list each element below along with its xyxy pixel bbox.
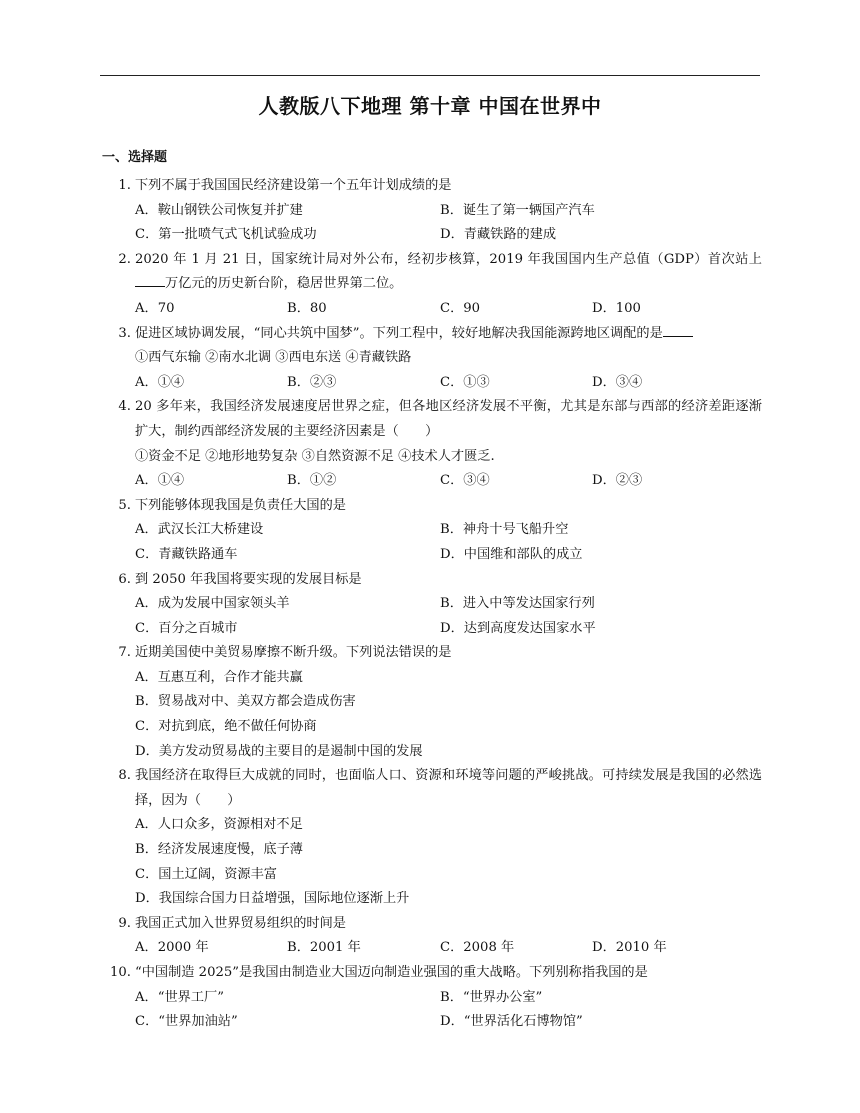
- option-c[interactable]: C．第一批喷气式飞机试验成功: [135, 227, 317, 243]
- option-b[interactable]: B．经济发展速度慢，底子薄: [135, 842, 303, 858]
- option-d[interactable]: D．100: [592, 300, 641, 316]
- option-a[interactable]: A．70: [135, 300, 175, 316]
- option-a[interactable]: A．鞍山钢铁公司恢复并扩建: [135, 202, 303, 218]
- option-d[interactable]: D．青藏铁路的建成: [440, 227, 557, 243]
- option-d[interactable]: D．②③: [592, 473, 643, 489]
- question-stem: 促进区域协调发展，“同心共筑中国梦”。下列工程中，较好地解决我国能源跨地区调配的是: [135, 325, 663, 341]
- question-stem: 近期美国使中美贸易摩擦不断升级。下列说法错误的是: [135, 645, 452, 661]
- answer-blank[interactable]: [135, 272, 165, 287]
- question-stem: “中国制造 2025”是我国由制造业大国迈向制造业强国的重大战略。下列别称指我国的是: [135, 965, 648, 980]
- question-number: 5.: [118, 497, 131, 513]
- option-c[interactable]: C．90: [440, 300, 481, 316]
- option-b[interactable]: B．2001 年: [287, 940, 361, 956]
- option-c[interactable]: C．对抗到底，绝不做任何协商: [135, 719, 317, 735]
- question-stem: 20 多年来，我国经济发展速度居世界之症，但各地区经济发展不平衡，尤其是东部与西部的经济差距逐渐扩大，制约西部经济发展的主要经济因素是（ ）: [135, 399, 762, 439]
- option-b[interactable]: B．80: [287, 300, 327, 316]
- option-d[interactable]: D．③④: [592, 374, 643, 390]
- option-c[interactable]: C．百分之百城市: [135, 620, 238, 636]
- question-10: [110, 961, 762, 1035]
- option-c[interactable]: C．③④: [440, 473, 490, 489]
- option-b[interactable]: B．诞生了第一辆国产汽车: [440, 202, 595, 218]
- option-a[interactable]: A．互惠互利，合作才能共赢: [135, 669, 303, 685]
- option-b[interactable]: B．神舟十号飞船升空: [440, 522, 569, 538]
- question-number: 7.: [118, 645, 131, 661]
- header-rule: [100, 75, 760, 76]
- option-d[interactable]: D．达到高度发达国家水平: [440, 620, 596, 636]
- option-b[interactable]: B．“世界办公室”: [440, 989, 543, 1005]
- question-number: 6.: [118, 571, 131, 587]
- question-stem: 2020 年 1 月 21 日，国家统计局对外公布，经初步核算，2019 年我国国内生产总值（GDP）首次站上: [135, 251, 762, 267]
- option-d[interactable]: D．2010 年: [592, 940, 667, 956]
- option-d[interactable]: D．我国综合国力日益增强，国际地位逐渐上升: [135, 891, 410, 907]
- option-c[interactable]: C．2008 年: [440, 940, 515, 956]
- option-a[interactable]: A．①④: [135, 374, 185, 390]
- question-list: [110, 174, 762, 1035]
- question-6: [110, 568, 762, 642]
- option-a[interactable]: A．人口众多，资源相对不足: [135, 817, 303, 833]
- option-a[interactable]: A．①④: [135, 473, 185, 489]
- question-number: 2.: [118, 251, 131, 267]
- question-stem: 下列不属于我国国民经济建设第一个五年计划成绩的是: [135, 178, 452, 193]
- option-d[interactable]: D．中国维和部队的成立: [440, 546, 583, 562]
- question-stem: 下列能够体现我国是负责任大国的是: [135, 497, 346, 513]
- page-title: 人教版八下地理 第十章 中国在世界中: [258, 94, 602, 118]
- question-5: [110, 494, 762, 568]
- section-heading: 一、选择题: [102, 150, 168, 165]
- question-8: [110, 764, 762, 912]
- question-number: 3.: [118, 325, 131, 341]
- option-b[interactable]: B．①②: [287, 473, 337, 489]
- option-b[interactable]: B．贸易战对中、美双方都会造成伤害: [135, 694, 356, 710]
- question-number: 4.: [118, 399, 131, 415]
- answer-blank[interactable]: [663, 322, 693, 337]
- option-b[interactable]: B．进入中等发达国家行列: [440, 596, 595, 612]
- question-1: [110, 174, 762, 248]
- question-3: [110, 322, 762, 396]
- question-number: 1.: [118, 178, 131, 193]
- option-a[interactable]: A．武汉长江大桥建设: [135, 522, 264, 538]
- option-c[interactable]: C．青藏铁路通车: [135, 546, 238, 562]
- question-stem: 到 2050 年我国将要实现的发展目标是: [135, 571, 362, 587]
- question-4: [110, 395, 762, 493]
- choice-items: ①西气东输 ②南水北调 ③西电东送 ④青藏铁路: [135, 350, 412, 366]
- question-number: 8.: [118, 768, 131, 784]
- option-c[interactable]: C．“世界加油站”: [135, 1014, 238, 1030]
- option-a[interactable]: A．“世界工厂”: [135, 989, 224, 1005]
- question-7: [110, 641, 762, 764]
- question-number: 10.: [110, 965, 131, 980]
- option-d[interactable]: D．“世界活化石博物馆”: [440, 1014, 583, 1030]
- option-d[interactable]: D．美方发动贸易战的主要目的是遏制中国的发展: [135, 743, 423, 759]
- option-b[interactable]: B．②③: [287, 374, 337, 390]
- option-c[interactable]: C．国土辽阔，资源丰富: [135, 866, 277, 882]
- question-number: 9.: [118, 915, 131, 931]
- choice-items: ①资金不足 ②地形地势复杂 ③自然资源不足 ④技术人才匮乏.: [135, 448, 495, 464]
- question-9: [110, 912, 762, 961]
- question-stem: 我国正式加入世界贸易组织的时间是: [135, 915, 346, 931]
- option-c[interactable]: C．①③: [440, 374, 490, 390]
- question-stem-end: 万亿元的历史新台阶，稳居世界第二位。: [165, 276, 403, 292]
- question-stem: 我国经济在取得巨大成就的同时，也面临人口、资源和环境等问题的严峻挑战。可持续发展是我国的必然选择，因为（ ）: [135, 768, 762, 808]
- option-a[interactable]: A．2000 年: [135, 940, 209, 956]
- option-a[interactable]: A．成为发展中国家领头羊: [135, 596, 290, 612]
- question-2: [110, 248, 762, 322]
